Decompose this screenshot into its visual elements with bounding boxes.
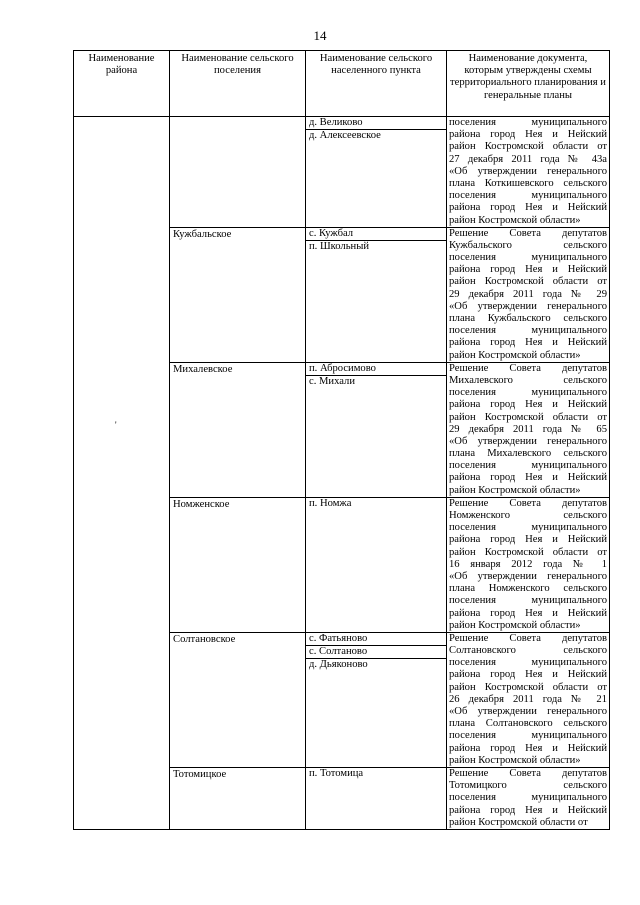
document-text xyxy=(447,363,609,497)
locality-name: с. Михали xyxy=(309,375,355,387)
settlement-cell xyxy=(170,227,306,362)
document-line: поселения муниципального xyxy=(449,460,607,472)
settlement-name xyxy=(170,117,305,119)
document-line: района город Нея и Нейский xyxy=(449,129,607,141)
document-line: поселения муниципального xyxy=(449,730,607,742)
document-line: «Об утверждении генерального xyxy=(449,706,607,717)
locality-name: с. Кужбал xyxy=(306,228,446,241)
document-line: район Костромской области от xyxy=(449,546,607,558)
document-line: Кужбальского сельского xyxy=(449,239,607,251)
document-line: плана Кужбальского сельского xyxy=(449,313,607,324)
locality-cell xyxy=(306,117,447,228)
settlement-name: Тотомицкое xyxy=(173,768,227,780)
document-line: Решение Совета депутатов xyxy=(449,767,607,779)
document-line: «Об утверждении генерального xyxy=(449,435,607,447)
document-line: района город Нея и Нейский xyxy=(449,472,607,484)
locality-name: п. Абросимово xyxy=(306,363,446,376)
document-line: район Костромской области» xyxy=(449,349,581,361)
settlement-cell xyxy=(170,117,306,228)
document-cell xyxy=(447,767,610,829)
settlement-cell xyxy=(170,497,306,632)
page-number: 14 xyxy=(313,28,327,43)
document-line: район Костромской области от xyxy=(449,276,607,288)
table-row xyxy=(74,117,610,228)
document-line: поселения муниципального xyxy=(449,522,607,534)
table-body xyxy=(74,117,610,830)
document-line: район Костромской области от xyxy=(449,681,607,693)
locality-name: с. Фатьяново xyxy=(306,633,446,646)
document-line: района город Нея и Нейский xyxy=(449,264,607,276)
district-cell xyxy=(74,117,170,830)
document-line: 26 декабря 2011 года № 21 xyxy=(449,693,607,705)
document-line: район Костромской области» xyxy=(449,484,581,496)
locality-name: п. Школьный xyxy=(309,240,369,252)
document-line: района город Нея и Нейский xyxy=(449,607,607,619)
document-line: Решение Совета депутатов xyxy=(449,497,607,509)
settlement-name: Номженское xyxy=(173,498,230,510)
document-line: поселения муниципального xyxy=(449,252,607,264)
header-district: Наименование района xyxy=(74,51,170,117)
document-line: Солтановского сельского xyxy=(449,645,607,657)
document-line: район Костромской области от xyxy=(449,141,607,153)
document-line: 29 декабря 2011 года № 29 xyxy=(449,288,607,300)
locality-name: п. Тотомица xyxy=(309,767,364,779)
settlement-cell xyxy=(170,767,306,829)
document-line: район Костромской области» xyxy=(449,214,581,226)
document-cell xyxy=(447,117,610,228)
locality-cell xyxy=(306,362,447,497)
settlement-cell xyxy=(170,362,306,497)
document-cell xyxy=(447,632,610,767)
document-line: плана Номженского сельского xyxy=(449,583,607,595)
document-line: района город Нея и Нейский xyxy=(449,742,607,754)
document-line: района город Нея и Нейский xyxy=(449,669,607,681)
document-line: плана Коткишевского сельского xyxy=(449,177,607,189)
document-line: «Об утверждении генерального xyxy=(449,570,607,582)
document-line: «Об утверждении генерального xyxy=(449,300,607,312)
header-document: Наименование документа, которым утверждены схемы территориального планирования и генеральные планы xyxy=(447,51,610,117)
document-cell xyxy=(447,362,610,497)
document-line: район Костромской области от xyxy=(449,816,588,828)
document-line: плана Михалевского сельского xyxy=(449,448,607,460)
document-line: Михалевского сельского xyxy=(449,374,607,386)
document-line: района город Нея и Нейский xyxy=(449,202,607,214)
document-line: поселения муниципального xyxy=(449,325,607,337)
document-line: поселения муниципального xyxy=(449,117,607,128)
document-line: района город Нея и Нейский xyxy=(449,399,607,411)
document-line: район Костромской области от xyxy=(449,411,607,423)
document-line: 27 декабря 2011 года № 43а xyxy=(449,153,607,165)
document-line: Тотомицкого сельского xyxy=(449,780,607,792)
document-text xyxy=(447,768,609,829)
settlement-cell xyxy=(170,632,306,767)
header-settlement: Наименование сельского поселения xyxy=(170,51,306,117)
header-locality: Наименование сельского населенного пункта xyxy=(306,51,447,117)
table-header xyxy=(74,51,610,117)
locality-cell xyxy=(306,632,447,767)
locality-name: д. Великово xyxy=(306,117,446,130)
document-line: поселения муниципального xyxy=(449,792,607,804)
document-line: район Костромской области» xyxy=(449,754,581,766)
settlement-name: Кужбальское xyxy=(173,228,232,240)
document-text xyxy=(447,633,609,767)
document-cell xyxy=(447,497,610,632)
document-text xyxy=(447,117,609,227)
locality-name: д. Дьяконово xyxy=(309,658,368,670)
document-line: 16 января 2012 года № 1 xyxy=(449,558,607,570)
document-line: района город Нея и Нейский xyxy=(449,534,607,546)
locality-name: с. Солтаново xyxy=(306,646,446,659)
document-cell xyxy=(447,227,610,362)
settlement-name: Солтановское xyxy=(173,633,236,645)
document-line: Решение Совета депутатов xyxy=(449,632,607,644)
document-line: «Об утверждении генерального xyxy=(449,165,607,177)
stray-mark: ' xyxy=(115,420,117,430)
document-line: района город Нея и Нейский xyxy=(449,804,607,816)
locality-cell xyxy=(306,767,447,829)
document-line: Номженского сельского xyxy=(449,510,607,521)
locality-cell xyxy=(306,227,447,362)
locality-cell xyxy=(306,497,447,632)
document-line: район Костромской области» xyxy=(449,619,581,631)
document-line: поселения муниципального xyxy=(449,595,607,607)
document-text xyxy=(447,498,609,632)
settlement-name: Михалевское xyxy=(173,363,233,375)
document-text xyxy=(447,228,609,362)
document-line: плана Солтановского сельского xyxy=(449,718,607,730)
document-line: района город Нея и Нейский xyxy=(449,337,607,349)
document-line: поселения муниципального xyxy=(449,387,607,399)
document-line: Решение Совета депутатов xyxy=(449,227,607,239)
document-line: Решение Совета депутатов xyxy=(449,362,607,374)
locality-name: д. Алексеевское xyxy=(309,130,381,141)
document-line: поселения муниципального xyxy=(449,657,607,669)
document-line: поселения муниципального xyxy=(449,190,607,202)
locality-name: п. Номжа xyxy=(309,497,352,509)
document-line: 29 декабря 2011 года № 65 xyxy=(449,423,607,435)
registry-table xyxy=(73,50,610,830)
